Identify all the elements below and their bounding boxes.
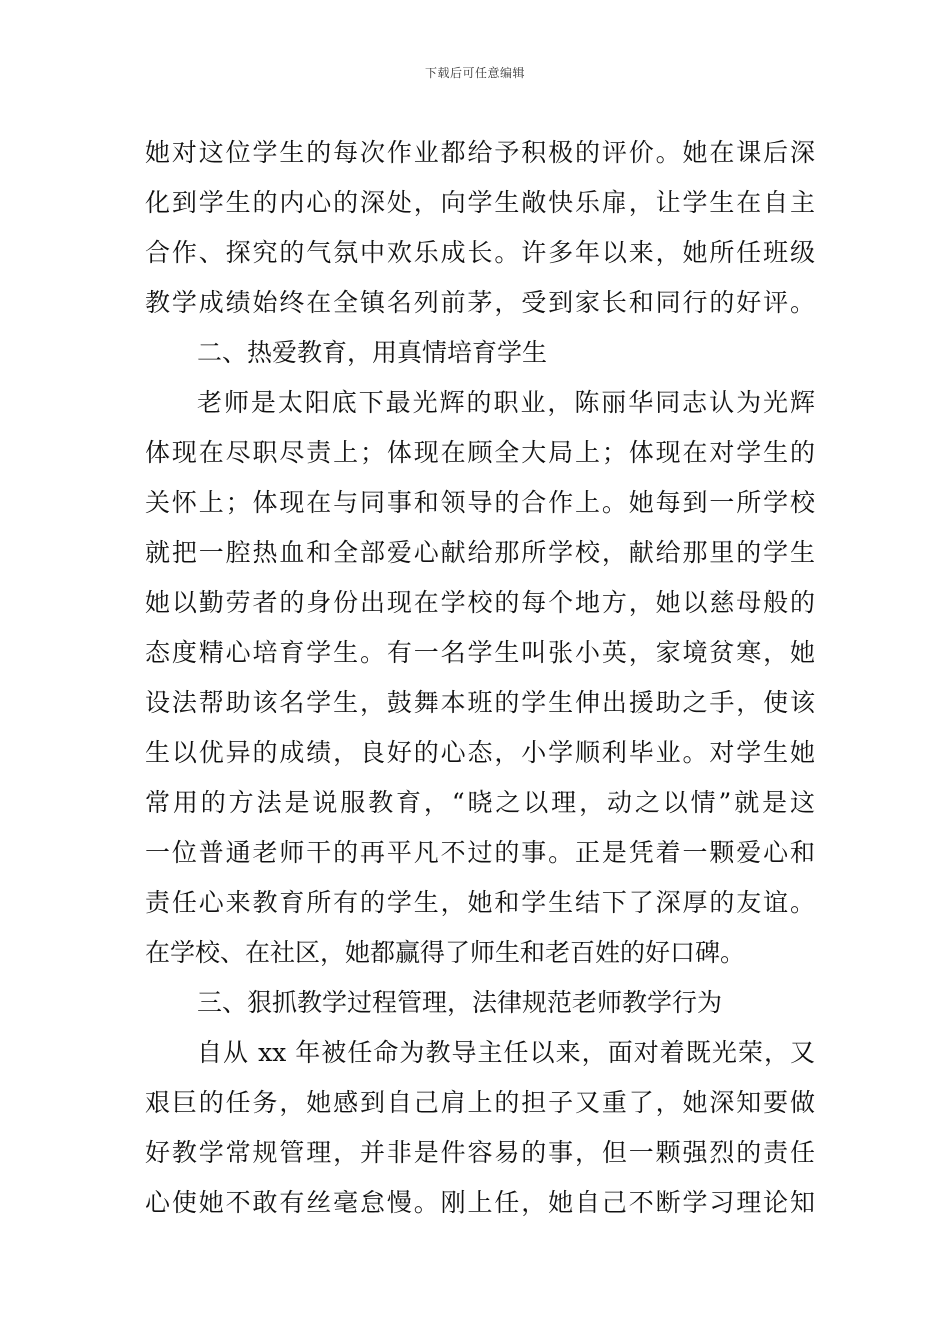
text-line: 老师是太阳底下最光辉的职业，陈丽华同志认为光辉 bbox=[197, 388, 815, 417]
text-line: 化到学生的内心的深处，向学生敞快乐扉，让学生在自主 bbox=[145, 188, 815, 217]
text-line: 责任心来教育所有的学生，她和学生结下了深厚的友谊。 bbox=[145, 888, 815, 917]
section-heading: 二、热爱教育，用真情培育学生 bbox=[197, 338, 548, 367]
text-line: 常用的方法是说服教育，“晓之以理，动之以情”就是这 bbox=[145, 788, 815, 817]
text-line: 好教学常规管理，并非是件容易的事，但一颗强烈的责任 bbox=[145, 1138, 815, 1167]
text-line: 在学校、在社区，她都赢得了师生和老百姓的好口碑。 bbox=[145, 938, 746, 967]
text-line: 她对这位学生的每次作业都给予积极的评价。她在课后深 bbox=[145, 138, 815, 167]
text-line: 心使她不敢有丝毫怠慢。刚上任，她自己不断学习理论知 bbox=[145, 1188, 815, 1217]
section-heading: 三、狠抓教学过程管理，法律规范老师教学行为 bbox=[197, 988, 723, 1017]
text-line: 就把一腔热血和全部爱心献给那所学校，献给那里的学生 bbox=[145, 538, 815, 567]
text-line: 教学成绩始终在全镇名列前茅，受到家长和同行的好评。 bbox=[145, 288, 815, 317]
text-line: 关怀上；体现在与同事和领导的合作上。她每到一所学校 bbox=[145, 488, 815, 517]
text-line: 态度精心培育学生。有一名学生叫张小英，家境贫寒，她 bbox=[145, 638, 815, 667]
text-line: 艰巨的任务，她感到自己肩上的担子又重了，她深知要做 bbox=[145, 1088, 815, 1117]
text-line: 设法帮助该名学生，鼓舞本班的学生伸出援助之手，使该 bbox=[145, 688, 815, 717]
text-line: 一位普通老师干的再平凡不过的事。正是凭着一颗爱心和 bbox=[145, 838, 815, 867]
document-body bbox=[145, 128, 815, 1228]
text-line: 生以优异的成绩，良好的心态，小学顺利毕业。对学生她 bbox=[145, 738, 815, 767]
page-header-note: 下载后可任意编辑 bbox=[424, 66, 525, 80]
text-line: 体现在尽职尽责上；体现在顾全大局上；体现在对学生的 bbox=[145, 438, 815, 467]
text-line: 合作、探究的气氛中欢乐成长。许多年以来，她所任班级 bbox=[145, 238, 815, 267]
text-line: 自从 xx 年被任命为教导主任以来，面对着既光荣，又 bbox=[197, 1038, 815, 1067]
text-line: 她以勤劳者的身份出现在学校的每个地方，她以慈母般的 bbox=[145, 588, 815, 617]
